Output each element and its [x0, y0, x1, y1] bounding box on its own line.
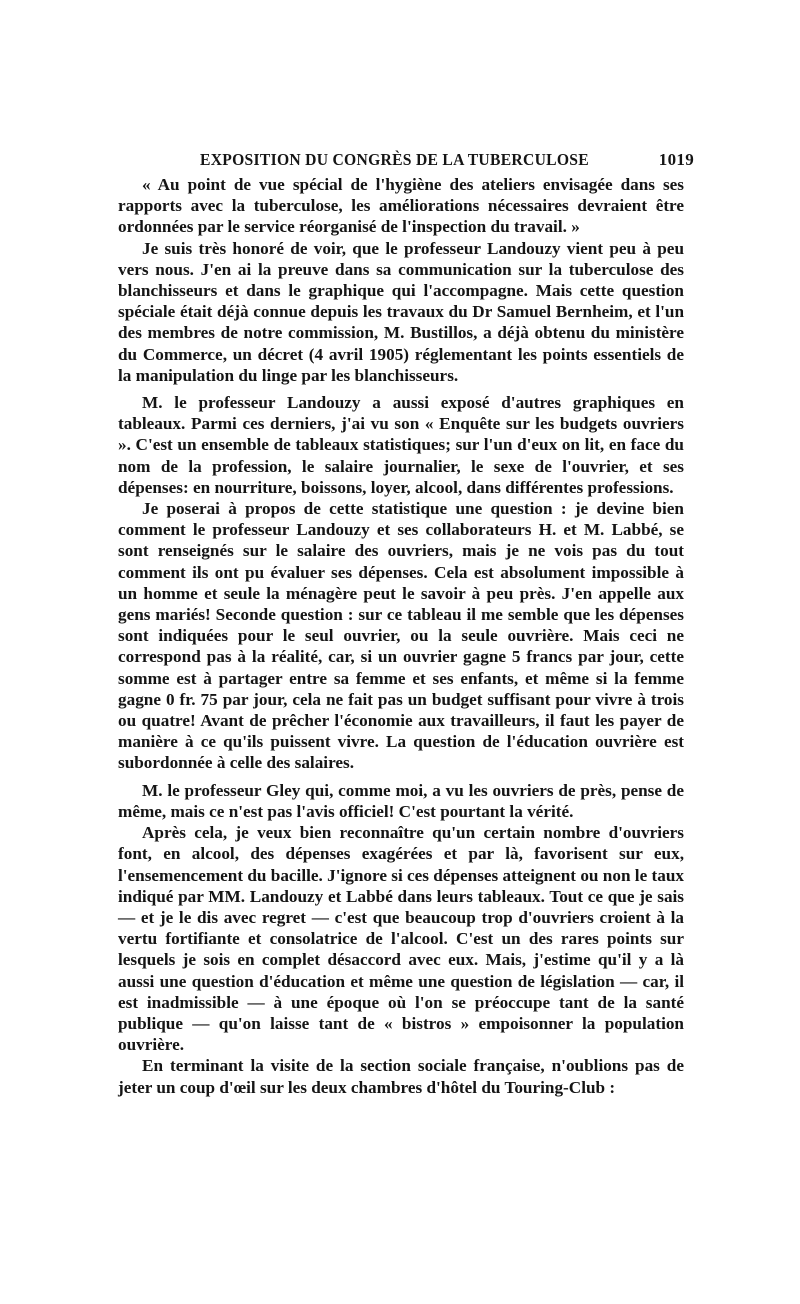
paragraph-graphiques: M. le professeur Landouzy a aussi exposé d'autres graphiques en tableaux. Parmi ces derniers, j'ai vu son « Enquête sur les budgets ouvriers ». C'est un ensemble de tableaux statistiques; sur l'un d'eux on lit, en face du nom de la profession, le salaire journalier, le sexe de l'ouvrier, et ses dépenses: en nourriture, boissons, loyer, alcool, dans différentes professions.	[118, 393, 684, 497]
running-head	[118, 150, 694, 174]
paragraph-gley: M. le professeur Gley qui, comme moi, a vu les ouvriers de près, pense de même, mais ce n'est pas l'avis officiel! C'est pourtant la vérité.	[118, 780, 684, 821]
printed-page	[118, 150, 694, 1098]
page-number: 1019	[658, 150, 694, 169]
paragraph-blanchisseurs: Je suis très honoré de voir, que le professeur Landouzy vient peu à peu vers nous. J'en ai la preuve dans sa communication sur la tuberculose des blanchisseurs et dans le graphique qui l'accompagne. Mais cette question spéciale était déjà connue depuis les travaux du Dr Samuel Bernheim, et l'un des membres de notre commission, M. Bustillos, a déjà obtenu du ministère du Commerce, un décret (4 avril 1905) réglementant les points essentiels de la manipulation du linge par les blanchisseurs.	[118, 238, 684, 385]
paragraph-quote: « Au point de vue spécial de l'hygiène des ateliers envisagée dans ses rapports avec la tuberculose, les améliorations nécessaires devraient être ordonnées par le service réorganisé de l'inspection du travail. »	[118, 175, 684, 237]
body-text	[118, 174, 684, 1098]
paragraph-alcool: Après cela, je veux bien reconnaître qu'un certain nombre d'ouvriers font, en alcool, des dépenses exagérées et par là, favorisent sur eux, l'ensemencement du bacille. J'ignore si ces dépenses atteignent ou non le taux indiqué par MM. Landouzy et Labbé dans leurs tableaux. Tout ce que je sais — et je le dis avec regret — c'est que beaucoup trop d'ouvriers croient à la vertu fortifiante et consolatrice de l'alcool. C'est un des rares points sur lesquels je sois en complet désaccord avec eux. Mais, j'estime qu'il y a là aussi une question d'éducation et même une question de législation — car, il est inadmissible — à une époque où l'on se préoccupe tant de la santé publique — qu'on laisse tant de « bistros » empoisonner la population ouvrière.	[118, 823, 684, 1055]
paragraph-touring-club: En terminant la visite de la section sociale française, n'oublions pas de jeter un coup d'œil sur les deux chambres d'hôtel du Touring-Club :	[118, 1056, 684, 1097]
paragraph-statistique: Je poserai à propos de cette statistique une question : je devine bien comment le professeur Landouzy et ses collaborateurs H. et M. Labbé, se sont renseignés sur le salaire des ouvriers, mais je ne vois pas du tout comment ils ont pu évaluer ses dépenses. Cela est absolument impossible à un homme et seule la ménagère peut le savoir à peu près. J'en appelle aux gens mariés! Seconde question : sur ce tableau il me semble que les dépenses sont indiquées pour le seul ouvrier, ou la seule ouvrière. Mais ceci ne correspond pas à la réalité, car, si un ouvrier gagne 5 francs par jour, cette somme est à partager entre sa femme et ses enfants, et même si la femme gagne 0 fr. 75 par jour, cela ne fait pas un budget suffisant pour vivre à trois ou quatre! Avant de prêcher l'économie aux travailleurs, il faut les payer de manière à ce qu'ils puissent vivre. La question de l'éducation ouvrière est subordonnée à celle des salaires.	[118, 499, 684, 773]
running-title: EXPOSITION DU CONGRÈS DE LA TUBERCULOSE	[200, 150, 589, 169]
